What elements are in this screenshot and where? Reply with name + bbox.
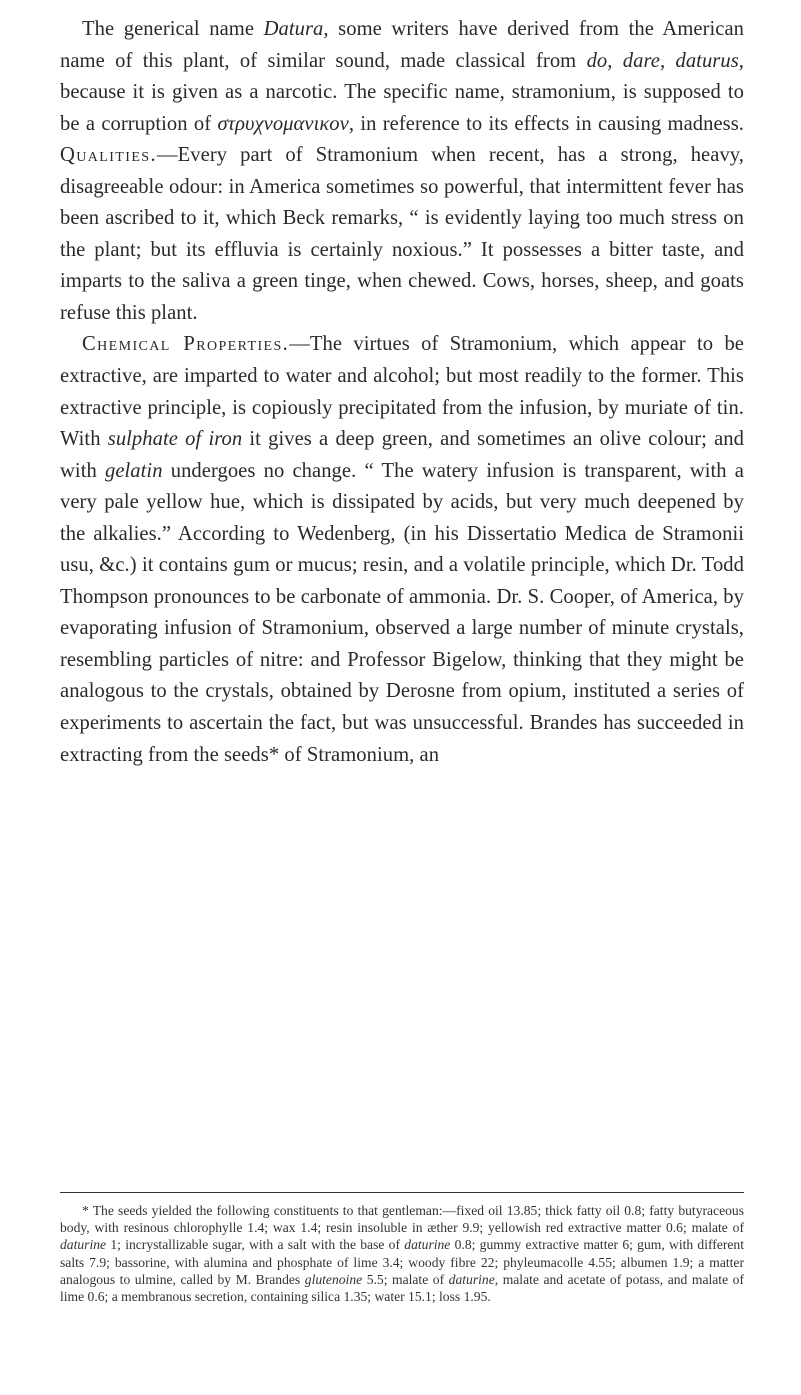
text-run: , malate and acetate of potass, and malate of lime 0.6; a membranous secretion, containing silica 1.35; water 15.1; loss 1.95. — [60, 1271, 744, 1305]
document-page — [60, 14, 745, 1305]
italic-term-datura: Datura — [263, 18, 324, 40]
section-heading-qualities: Qualities. — [60, 144, 158, 167]
italic-gelatin: gelatin — [105, 459, 163, 482]
text-run: 0.8; gummy extractive matter 6; gum, with different salts 7.9; bassorine, with alumina and phosphate of lime 3.4; woody fibre 22; phyleumacolle 4.55; albumen 1.9; a matter analogous to ulmine, called by M. Brandes — [60, 1237, 744, 1287]
italic-daturine: daturine — [404, 1237, 451, 1253]
footnote-divider — [60, 1192, 744, 1193]
text-run: , some writers have derived from the American name of this plant, of similar sound, made classical from — [60, 18, 744, 72]
italic-daturine: daturine — [60, 1237, 107, 1253]
text-run: 1; incrystallizable sugar, with a salt with the base of — [106, 1237, 405, 1253]
text-run: undergoes no change. “ The watery infusion is transparent, with a very pale yellow hue, which is dissipated by acids, but very much deepened by the alkalies.” According to Wedenberg, (in his Dissertatio Medica de Stramonii usu, &c.) it contains gum or mucus; resin, and a volatile principle, which Dr. Todd Thompson pronounces to be carbonate of ammonia. Dr. S. Cooper, of America, by evaporating infusion of Stramonium, observed a large number of minute crystals, resembling particles of nitre: and Professor Bigelow, thinking that they might be analogous to the crystals, obtained by Derosne from opium, instituted a series of experiments to ascertain the fact, but was unsuccessful. Brandes has succeeded in extracting from the seeds* of Stramonium, an — [60, 459, 744, 766]
footnote — [60, 1202, 744, 1305]
italic-glutenoine: glutenoine — [304, 1271, 363, 1287]
italic-latin-forms: do, dare, daturus — [586, 49, 739, 72]
main-text-body — [60, 14, 744, 771]
text-run: 5.5; malate of — [362, 1271, 449, 1287]
text-run: The generical name — [82, 18, 264, 40]
paragraph-etymology-and-qualities — [60, 14, 744, 329]
footnote-seeds-constituents — [60, 1202, 744, 1305]
text-run: , in reference to its effects in causing madness. — [348, 112, 744, 135]
italic-daturine: daturine — [448, 1271, 495, 1287]
text-run: * The seeds yielded the following constituents to that gentleman:—fixed oil 13.85; thick fatty oil 0.8; fatty butyraceous body, with resinous chlorophylle 1.4; wax 1.4; resin insoluble in æther 9.9; yellowish red extractive matter 0.6; malate of — [60, 1203, 744, 1236]
text-run: , because it is given as a narcotic. The specific name, stramonium, is supposed to be a corruption of — [60, 49, 744, 135]
qualities-text: —Every part of Stramonium when recent, has a strong, heavy, disagreeable odour: in America sometimes so powerful, that intermittent fever has been ascribed to it, which Beck remarks, “ is evidently laying too much stress on the plant; but its effluvia is certainly noxious.” It possesses a bitter taste, and imparts to the saliva a green tinge, when chewed. Cows, horses, sheep, and goats refuse this plant. — [60, 144, 744, 324]
greek-word: στρυχνομανικον — [217, 112, 349, 135]
italic-sulphate-of-iron: sulphate of iron — [107, 428, 243, 451]
text-run: —The virtues of Stramonium, which appear to be extractive, are imparted to water and alcohol; but most readily to the former. This extractive principle, is copiously precipitated from the infusion, by muriate of tin. With — [60, 333, 744, 451]
section-heading-chemical-properties: Chemical Properties. — [82, 333, 290, 356]
paragraph-chemical-properties — [60, 329, 744, 771]
text-run: it gives a deep green, and sometimes an olive colour; and with — [60, 428, 745, 482]
